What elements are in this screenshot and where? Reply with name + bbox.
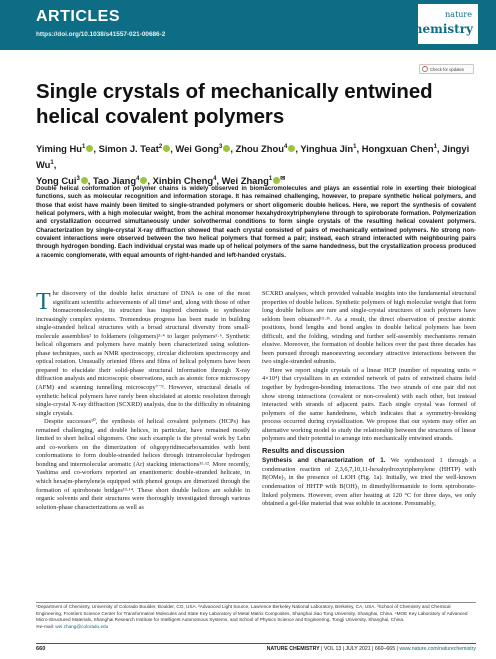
author-line [36, 140, 476, 172]
author-separator: , [170, 143, 176, 155]
body-column-left [36, 290, 250, 512]
footnote-divider [36, 602, 476, 603]
body-column-right [262, 290, 476, 509]
email-link[interactable]: wei.zhang@colorado.edu [55, 623, 109, 629]
author-entry[interactable] [362, 143, 437, 154]
author-affiliation-number: 4 [213, 176, 217, 183]
author-name: Hongxuan Chen [361, 143, 434, 155]
author-name: Yinghua Jin [300, 143, 354, 155]
paragraph: SCXRD analyses, which provided valuable insights into the fundamental structural properties of double helices. Synthetic polymers of high molecular weight that form long double helices are rare and single-crystal structures of such polymers have seldom been obtained¹⁵·¹⁶. As a result, the direct observation of precise atomic positions, bond lengths and bond angles in double helical polymers has been difficult, and the folding, winding and further self-assembly mechanisms remain elusive. Moreover, the formation of double helices over the past three decades has been pursued through manoeuvring secondary attractive interactions between the two single-stranded subunits. [262, 290, 476, 366]
affiliations-footnote [36, 604, 476, 630]
author-separator: , [87, 175, 94, 187]
paragraph [262, 457, 476, 508]
check-for-updates-label: Check for updates [430, 66, 464, 72]
journal-logo-top: nature [445, 10, 472, 19]
author-name: Yong Cui [36, 175, 77, 187]
journal-name: NATURE CHEMISTRY [266, 646, 320, 652]
volume-info: | VOL 13 | JULY 2021 | 660–665 | [319, 646, 400, 652]
author-list [36, 140, 476, 188]
author-name: Wei Gong [175, 143, 219, 155]
article-type-label: ARTICLES [36, 8, 120, 25]
subheading: Synthesis and characterization of 1. [262, 457, 386, 465]
abstract: Double helical conformation of polymer chains is widely observed in biomacromolecules and plays an essential role in exerting their biological functions, such as molecular recognition and information storage. It has remained challenging, however, to prepare synthetic helical polymers, and those that exist have mainly been limited to single-stranded polymers or short oligomeric double helices. Here, we report the synthesis of covalent helical polymers, with a high molecular weight, from the achiral monomer hexahydroxytriphenylene through to spiroborate formation. Polymerization and crystallization occurred simultaneously under solvothermal conditions to form single crystals of the resulting helical covalent polymers. Characterization by single-crystal X-ray diffraction showed that each crystal consisted of pairs of mechanically entwined polymers. No strong non-covalent interactions were observed between the two helical polymers that formed a pair; instead, each strand interacted with neighbouring pairs through hydrogen bonding. Each individual crystal was made up of helical polymers of the same handedness, but the crystallization process produced a racemic conglomerate, with equal amounts of right-handed and left-handed crystals. [36, 185, 476, 259]
author-separator: , [230, 143, 236, 155]
author-affiliation-number: 4 [283, 144, 288, 150]
author-entry[interactable] [99, 143, 171, 154]
author-separator: , [216, 175, 222, 187]
email-prefix: ✉e-mail: [36, 623, 56, 629]
corresponding-author-mail-icon: ✉ [280, 176, 286, 183]
check-for-updates-button[interactable] [419, 64, 474, 74]
author-entry[interactable] [175, 143, 230, 154]
doi-link[interactable]: https://doi.org/10.1038/s41557-021-00686-2 [36, 31, 166, 38]
author-name: Wei Zhang [221, 175, 269, 187]
author-entry[interactable] [300, 143, 356, 154]
page-number: 660 [36, 646, 46, 652]
author-affiliation-number: 4 [136, 176, 140, 183]
drop-cap: T [36, 289, 51, 315]
paragraph [36, 290, 250, 418]
author-name: Simon J. Teat [98, 143, 159, 155]
author-separator: , [53, 159, 57, 171]
footer-divider [36, 643, 476, 644]
author-affiliation-number: 1 [268, 176, 273, 183]
author-name: Tao Jiang [93, 175, 137, 187]
affiliations-text: ¹Department of Chemistry, University of Colorado Boulder, Boulder, CO, USA. ²Advanced Light Source, Lawrence Berkeley National Laboratory, Berkeley, CA, USA. ³School of Chemistry and Chemical Engineering, Frontiers Science Center for Transformative Molecules and State Key Laboratory of Metal Matrix Composites, Shanghai Jiao Tong University, Shanghai, China. ⁴MOE Key Laboratory of Advanced Micro-Structured Materials, Shanghai Research Institute for Intelligent Autonomous Systems, and School of Physics Science and Engineering, Tongji University, Shanghai, China. [36, 604, 468, 623]
author-name: Yiming Hu [36, 143, 83, 155]
author-entry[interactable] [236, 143, 296, 154]
author-separator: , [295, 143, 301, 155]
author-affiliation-number: 1 [82, 144, 86, 150]
author-name: Jingyi Wu [36, 143, 470, 171]
author-affiliation-number: 1 [433, 144, 437, 150]
journal-citation-line [267, 646, 476, 652]
author-separator: , [147, 175, 153, 187]
author-separator: , [356, 143, 362, 155]
journal-logo-main: chemistry [406, 22, 473, 36]
author-separator: , [93, 143, 99, 155]
journal-url-link[interactable]: www.nature.com/naturechemistry [399, 646, 476, 652]
orcid-icon[interactable] [81, 177, 88, 184]
author-separator: , [436, 143, 443, 155]
author-affiliation-number: 2 [158, 144, 163, 150]
article-header-band [0, 0, 496, 50]
paragraph: Despite successes¹⁰, the synthesis of helical covalent polymers (HCPs) has remained challenging, and double helices, in particular, have remained mostly limited to short helical oligomers. One such example is the pivotal work by Lehn and co-workers on the dimerization of oligopyridinecarboxamides with bent conformations to form double-stranded helices through intramolecular hydrogen bonding and intermolecular aromatic (Ar) stacking interactions¹¹·¹². More recently, Yashima and co-workers reported an enantiomeric double-stranded helicate, in which hexa(m-phenylene)s equipped with phenol groups are dimerized through the formation of spiroborate bridges¹³·¹⁴. These short double helices are soluble in organic solvents and their structures were thoroughly investigated through various solution-phase characterizations as well as [36, 418, 250, 511]
crossmark-icon [422, 66, 428, 72]
author-affiliation-number: 1 [50, 160, 54, 167]
journal-logo[interactable] [406, 4, 478, 44]
article-title: Single crystals of mechanically entwined helical covalent polymers [36, 81, 433, 128]
paragraph: Here we report single crystals of a linear HCP (number of repeating units ≈ 4×10⁴) that crystallizes in an extended network of pairs of entwined chains held together by hydrogen-bonding interactions. The two strands of one pair did not show strong interactions (covalent or non-covalent) with each other, but instead interacted with strands of adjacent pairs. Each single crystal was formed of polymers of the same handedness, which indicates that a symmetry-breaking process occurred during crystallization. We propose that our system may offer an alternative working model to study the relationship between the structures of linear polymers and their potential to arrange into mechanically entwined strands. [262, 366, 476, 443]
author-name: Zhou Zhou [235, 143, 284, 155]
author-affiliation-number: 1 [353, 144, 357, 150]
paragraph-text: We synthesized 1 through a condensation reaction of 2,3,6,7,10,11-hexahydroxytriphenylene (HHTP) with B(OMe)₃ in the presence of LiOH (Fig. 1a). Initially, we tried the well-known condensation of HHTP with B(OH)₃ in dimethylformamide to form spiroborate-linked polymers. However, even after heating at 120 °C for three days, we only obtained a gel-like material that was soluble in acetone. Presumably, [262, 457, 476, 508]
author-entry[interactable] [36, 143, 93, 154]
paragraph-text: he discovery of the double helix structure of DNA is one of the most significant scientific achievements of all time¹ and, along with those of other biomacromolecules, its structure has inspired chemists to synthesize increasingly complex systems. Tremendous progress has been made in building single-stranded helical structures with a broad structural diversity from small-molecule assemblies² to foldamers (oligomers)³·⁴ to larger polymers⁵·⁶. Synthetic helical oligomers and polymers have mainly been characterized using solution-phase techniques, such as NMR spectroscopy, circular dichroism spectroscopy and optical rotation. Unusually oriented fibres and films of helical polymers have been prepared to elucidate their solid-phase structural information through X-ray diffraction analysis and microscopic observations, such as atomic force microscopy (AFM) and scanning tunnelling microscopy⁷⁻⁹. However, structural details of synthetic helical polymers have rarely been elucidated at atomic resolution through single-crystal X-ray diffraction (SCXRD) analysis, due to the difficulty in obtaining single crystals. [36, 290, 250, 417]
author-name: Xinbin Cheng [152, 175, 214, 187]
author-affiliation-number: 3 [76, 176, 80, 183]
section-heading: Results and discussion [262, 445, 345, 455]
author-affiliation-number: 3 [218, 144, 223, 150]
